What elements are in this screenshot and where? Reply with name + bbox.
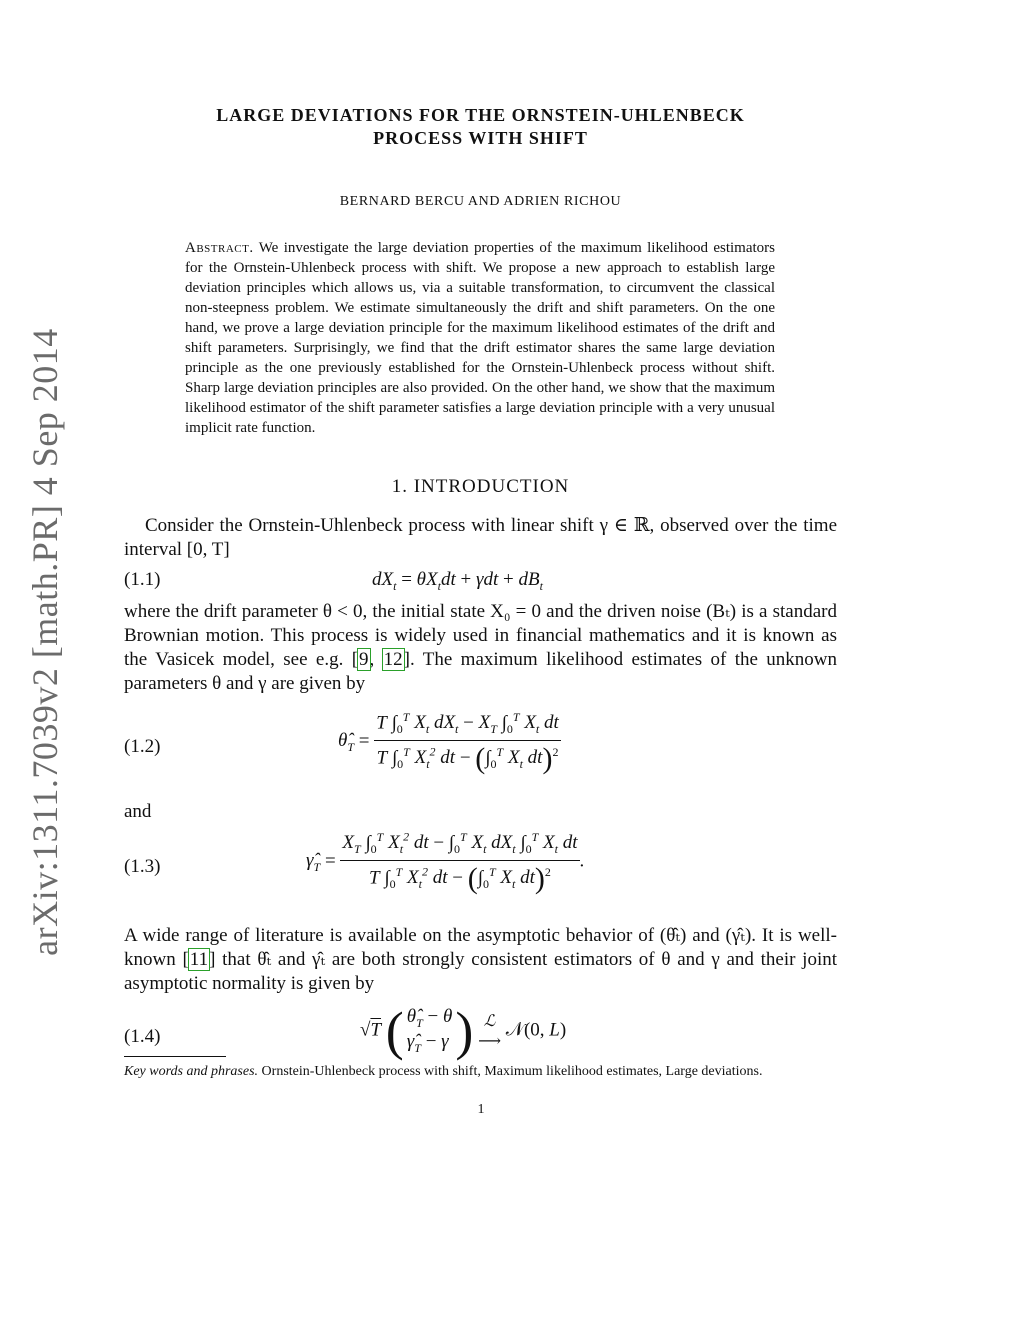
intro-paragraph-2: where the drift parameter θ < 0, the initial state X₀ = 0 and the driven noise (Bₜ) is a standard Brownian motion. This process is widely used in financial mathematics and it is known as the Vasicek model, see e.g. [9, 12]. The maximum likelihood estimates of the unknown parameters θ and γ are given by (124, 601, 838, 694)
abstract (185, 238, 775, 438)
equation-number: (1.2) (124, 736, 161, 757)
intro-paragraph-3: A wide range of literature is available on the asymptotic behavior of (θ̂ₜ) and (γ̂ₜ). It is well-known [11] that θ̂ₜ and γ̂ₜ are both strongly consistent estimators of θ and γ and their joint asymptotic normality is given by (124, 925, 838, 994)
equation-1-2 (124, 706, 837, 798)
page-number: 1 (477, 1102, 485, 1117)
para3-text-a: A wide range of literature is available on the asymptotic behavior of (θ̂ₜ) and (γ̂ₜ). It is well-known (124, 925, 837, 970)
paper-page (124, 100, 837, 1074)
equation-body: √T ( $\thetâ_T - \theta$ $\gammâ_T - \gamma$ ) ℒ ⟶ 𝒩(0, L) (360, 1001, 567, 1061)
citation-link[interactable]: 11 (189, 949, 209, 970)
title-line-2: PROCESS WITH SHIFT (373, 128, 588, 148)
footnote-rule (124, 1056, 226, 1057)
citation-link[interactable]: 12 (383, 649, 403, 670)
equation-body: $\thetâ_T$ = $\frac{T \int_0^T X_t dX_t - X_T \int_0^T X_t dt}{T \int_0^T X_t^2 dt - (\int_0^T X_t dt)^2}$ (338, 710, 559, 776)
footnote-label: Key words and phrases. (124, 1064, 259, 1079)
footnote (124, 1062, 837, 1082)
arxiv-id: arXiv:1311.7039v2 [math.PR] 4 Sep 2014 (25, 328, 65, 956)
arxiv-sidebar-stamp (20, 328, 70, 956)
para2-text-b: . The maximum likelihood estimates of the unknown parameters θ and γ are given by (124, 649, 838, 694)
equation-1-3 (124, 828, 837, 920)
authors: BERNARD BERCU AND ADRIEN RICHOU (339, 194, 622, 209)
para2-text-a: where the drift parameter θ < 0, the initial state X₀ = 0 and the driven noise (Bₜ) is a standard Brownian motion. This process is widely used in financial mathematics and it is known as the Vasicek model, see e.g. (124, 601, 837, 670)
para3-text-b: that θ̂ₜ and γ̂ₜ are both strongly consistent estimators of θ and γ and their joint asymptotic normality is given by (124, 949, 838, 994)
equation-number: (1.4) (124, 1026, 161, 1047)
equation-1-1 (124, 562, 837, 598)
equation-body: $\gammâ_T$ = $\frac{X_T \int_0^T X_t^2 dt - \int_0^T X_t dX_t \int_0^T X_t dt}{T \int_0^T X_t^2 dt - (\int_0^T X_t dt)^2}$ . (306, 830, 585, 896)
intro-paragraph-1: Consider the Ornstein-Uhlenbeck process with linear shift γ ∈ ℝ, observed over the time interval [0, T] (124, 515, 837, 560)
footnote-text: Ornstein-Uhlenbeck process with shift, Maximum likelihood estimates, Large deviations. (261, 1064, 763, 1079)
citation-link[interactable]: 9 (359, 649, 369, 670)
abstract-lead: Abstract. (185, 240, 254, 256)
equation-number: (1.3) (124, 856, 161, 877)
equation-body: $dX_t = \theta X_tdt + \gamma dt + dB_t$ (372, 569, 543, 593)
equation-number: (1.1) (124, 569, 161, 590)
title-line-1: LARGE DEVIATIONS FOR THE ORNSTEIN-UHLENBECK (216, 105, 745, 125)
abstract-text: We investigate the large deviation properties of the maximum likelihood estimators for the Ornstein-Uhlenbeck process with shift. We propose a new approach to establish large deviation principles which allows us, via a suitable transformation, to circumvent the classical non-steepness problem. We estimate simultaneously the drift and shift parameters. On the one hand, we prove a large deviation principle for the maximum likelihood estimates of the drift and shift parameters. Surprisingly, we find that the drift estimator shares the same large deviation principle as the one previously established for the Ornstein-Uhlenbeck process without shift. Sharp large deviation principles are also provided. On the other hand, we show that the maximum likelihood estimator of the shift parameter satisfies a large deviation principle with a very unusual implicit rate function. (185, 240, 775, 436)
paper-title (124, 104, 837, 150)
section-heading: 1. INTRODUCTION (391, 476, 570, 497)
and-word: and (124, 801, 152, 822)
